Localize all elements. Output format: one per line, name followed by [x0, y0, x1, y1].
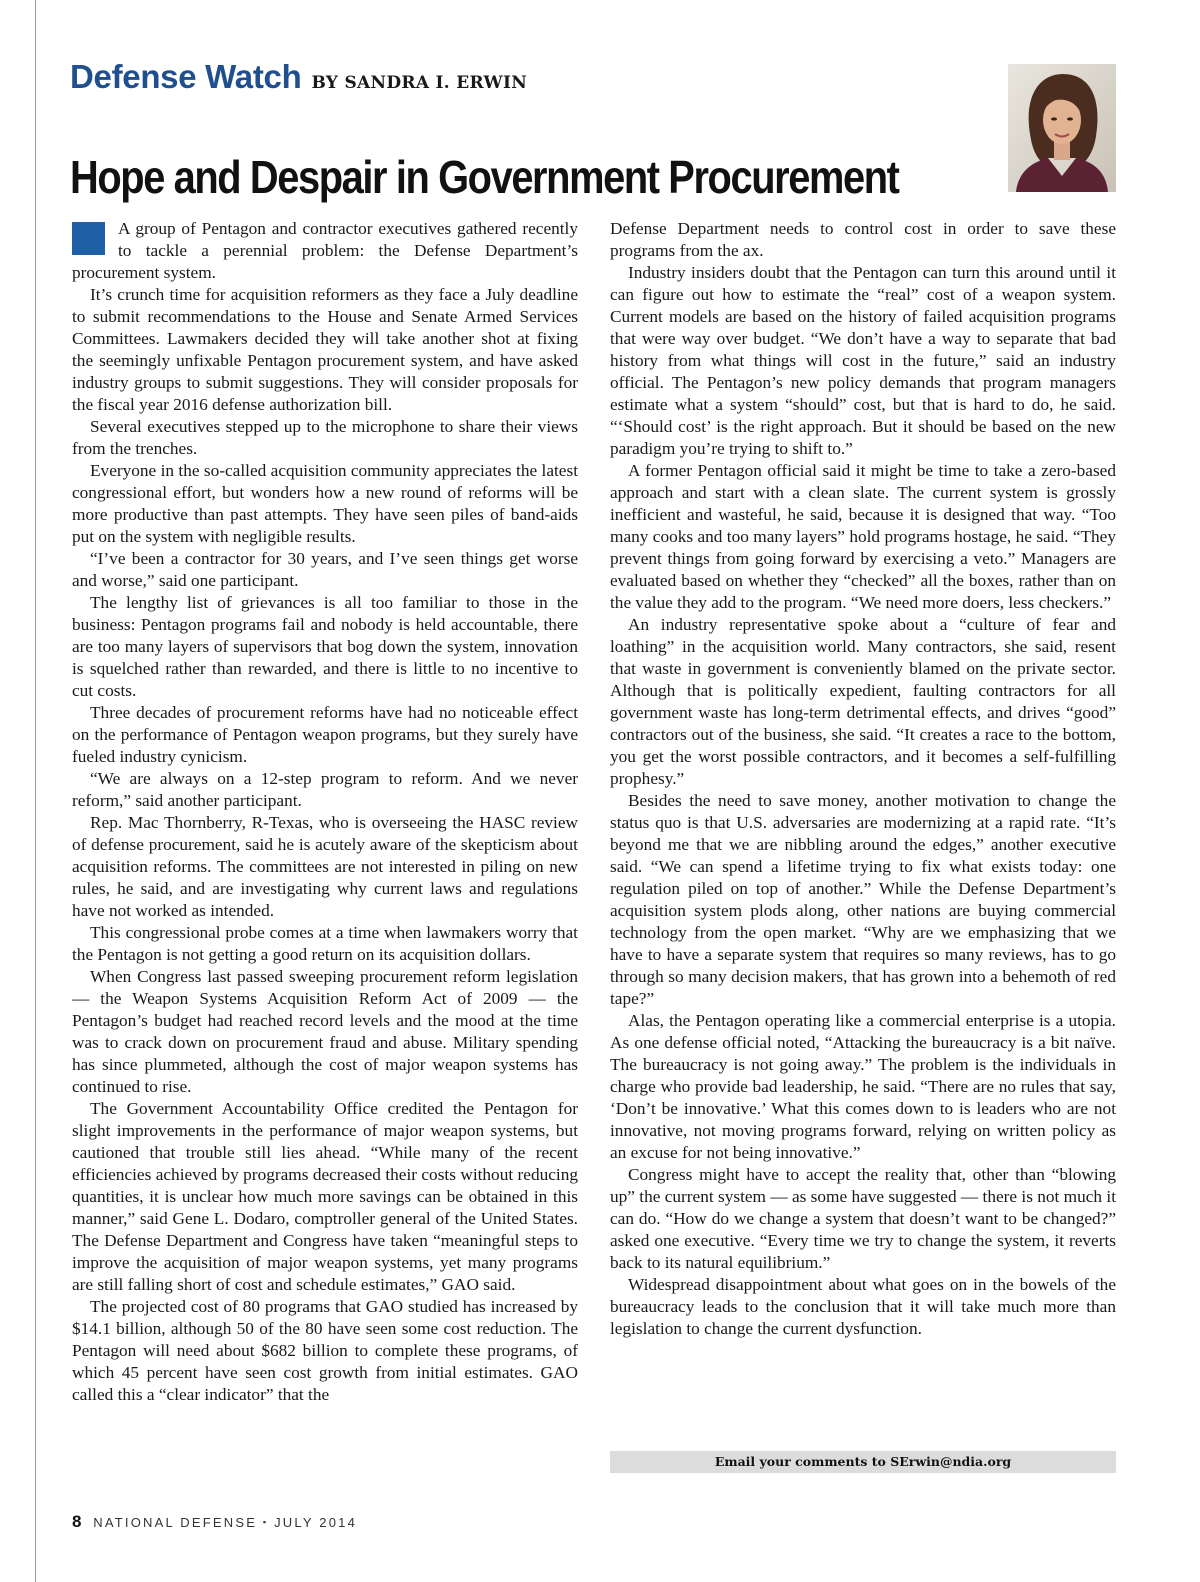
paragraph: Everyone in the so-called acquisition community appreciates the latest congressional effort, but wonders how a new round of reforms will be more productive than past attempts. They have seen piles of band-aids put on the system with negligible results. — [72, 461, 578, 546]
column-header — [70, 58, 527, 96]
email-comments-bar — [610, 1451, 1116, 1473]
paragraph: “I’ve been a contractor for 30 years, and I’ve seen things get worse and worse,” said one participant. — [72, 549, 578, 590]
paragraph: “We are always on a 12-step program to reform. And we never reform,” said another participant. — [72, 769, 578, 810]
issue-date: JULY 2014 — [274, 1515, 357, 1530]
paragraph: Besides the need to save money, another motivation to change the status quo is that U.S. adversaries are modernizing at a rapid rate. “It’s beyond me that we are nibbling around the edges,” another executive said. “We can spend a lifetime trying to fix what exists today: one regulation piled on top of another.” While the Defense Department’s acquisition system plods along, other nations are buying commercial technology from the open market. “Why are we emphasizing that we have to have a separate system that requires so many reviews, has to go through so many decision makers, that has grown into a behemoth of red tape?” — [610, 791, 1116, 1008]
email-address-link[interactable]: SErwin@ndia.org — [890, 1454, 1012, 1469]
page-number: 8 — [72, 1512, 82, 1531]
article-column-1 — [72, 218, 578, 1406]
paragraph: The lengthy list of grievances is all too familiar to those in the business: Pentagon programs fail and nobody is held accountable, there are too many layers of supervisors that bog down the system, innovation is squelched rather than rewarded, and there is little to no incentive to cut costs. — [72, 593, 578, 700]
page-footer — [72, 1512, 357, 1532]
paragraph: Several executives stepped up to the microphone to share their views from the trenches. — [72, 417, 578, 458]
paragraph: This congressional probe comes at a time when lawmakers worry that the Pentagon is not getting a good return on its acquisition dollars. — [72, 923, 578, 964]
byline: BY SANDRA I. ERWIN — [311, 73, 528, 93]
paragraph: A former Pentagon official said it might be time to take a zero-based approach and start with a clean slate. The current system is grossly inefficient and wasteful, he said, because it is designed that way. “Too many cooks and too many layers” hold programs hostage, he said. “They prevent things from going forward by exercising a veto.” Managers are evaluated based on whether they “checked” all the boxes, rather than on the value they add to the program. “We need more doers, less checkers.” — [610, 461, 1116, 612]
paragraph: Rep. Mac Thornberry, R-Texas, who is overseeing the HASC review of defense procurement, said he is acutely aware of the skepticism about acquisition reforms. The committees are not interested in piling on new rules, he said, and are investigating why current laws and regulations have not worked as intended. — [72, 813, 578, 920]
paragraph: A group of Pentagon and contractor executives gathered recently to tackle a perennial problem: the Defense Department’s procurement system. — [72, 219, 578, 282]
column-name: Defense Watch — [70, 58, 302, 95]
article-headline: Hope and Despair in Government Procurement — [70, 151, 899, 203]
page-margin-rule — [35, 0, 36, 1582]
paragraph: Defense Department needs to control cost in order to save these programs from the ax. — [610, 219, 1116, 260]
author-photo — [1008, 64, 1116, 192]
paragraph: The projected cost of 80 programs that GAO studied has increased by $14.1 billion, although 50 of the 80 have seen some cost reduction. The Pentagon will need about $682 billion to complete these programs, of which 45 percent have seen cost growth from initial estimates. GAO called this a “clear indicator” that the — [72, 1297, 578, 1404]
dropcap-square — [72, 222, 105, 255]
article-column-2 — [610, 218, 1116, 1340]
paragraph: The Government Accountability Office credited the Pentagon for slight improvements in the performance of major weapon systems, but cautioned that trouble still lies ahead. “While many of the recent efficiencies achieved by programs decreased their costs without reducing quantities, it is unclear how much more savings can be obtained in this manner,” said Gene L. Dodaro, comptroller general of the United States. The Defense Department and Congress have taken “meaningful steps to improve the acquisition of major weapon systems, yet many programs are still falling short of cost and schedule estimates,” GAO said. — [72, 1099, 578, 1294]
footer-separator: ▪ — [262, 1517, 269, 1527]
paragraph: Congress might have to accept the reality that, other than “blowing up” the current system — as some have suggested — there is not much it can do. “How do we change a system that doesn’t want to be changed?” asked one executive. “Every time we try to change the system, it reverts back to its natural equilibrium.” — [610, 1165, 1116, 1272]
paragraph: Three decades of procurement reforms have had no noticeable effect on the performance of Pentagon weapon programs, but they surely have fueled industry cynicism. — [72, 703, 578, 766]
paragraph: Widespread disappointment about what goes on in the bowels of the bureaucracy leads to the conclusion that it will take much more than legislation to change the current dysfunction. — [610, 1275, 1116, 1338]
paragraph: It’s crunch time for acquisition reformers as they face a July deadline to submit recommendations to the House and Senate Armed Services Committees. Lawmakers decided they will take another shot at fixing the seemingly unfixable Pentagon procurement system, and have asked industry groups to submit suggestions. They will consider proposals for the fiscal year 2016 defense authorization bill. — [72, 285, 578, 414]
email-prefix: Email your comments to — [714, 1454, 891, 1469]
publication-name: NATIONAL DEFENSE — [93, 1515, 258, 1530]
paragraph: Industry insiders doubt that the Pentagon can turn this around until it can figure out how to estimate the “real” cost of a weapon system. Current models are based on the history of failed acquisition programs that were way over budget. “We don’t have a way to separate that bad history from what things will cost in the future,” said an industry official. The Pentagon’s new policy demands that program managers estimate what a system “should” cost, but that is hard to do, he said. “‘Should cost’ is the right approach. But it should be based on the new paradigm you’re trying to shift to.” — [610, 263, 1116, 458]
paragraph: An industry representative spoke about a “culture of fear and loathing” in the acquisition world. Many contractors, she said, resent that waste in government is conveniently blamed on the private sector. Although that is politically expedient, faulting contractors for all government waste has long-term detrimental effects, and drives “good” contractors out of the business, she said. “It creates a race to the bottom, you get the worst possible contractors, and it becomes a self-fulfilling prophesy.” — [610, 615, 1116, 788]
paragraph: When Congress last passed sweeping procurement reform legislation — the Weapon Systems Acquisition Reform Act of 2009 — the Pentagon’s budget had reached record levels and the mood at the time was to crack down on procurement fraud and abuse. Military spending has since plummeted, although the cost of major weapon systems has continued to rise. — [72, 967, 578, 1096]
author-portrait-icon — [1008, 64, 1116, 192]
paragraph: Alas, the Pentagon operating like a commercial enterprise is a utopia. As one defense official noted, “Attacking the bureaucracy is a bit naïve. The bureaucracy is not going away.” The problem is the individuals in charge who provide bad leadership, he said. “There are no rules that say, ‘Don’t be innovative.’ What this comes down to is leaders who are not innovative, not moving programs forward, relying on written policy as an excuse for not being innovative.” — [610, 1011, 1116, 1162]
